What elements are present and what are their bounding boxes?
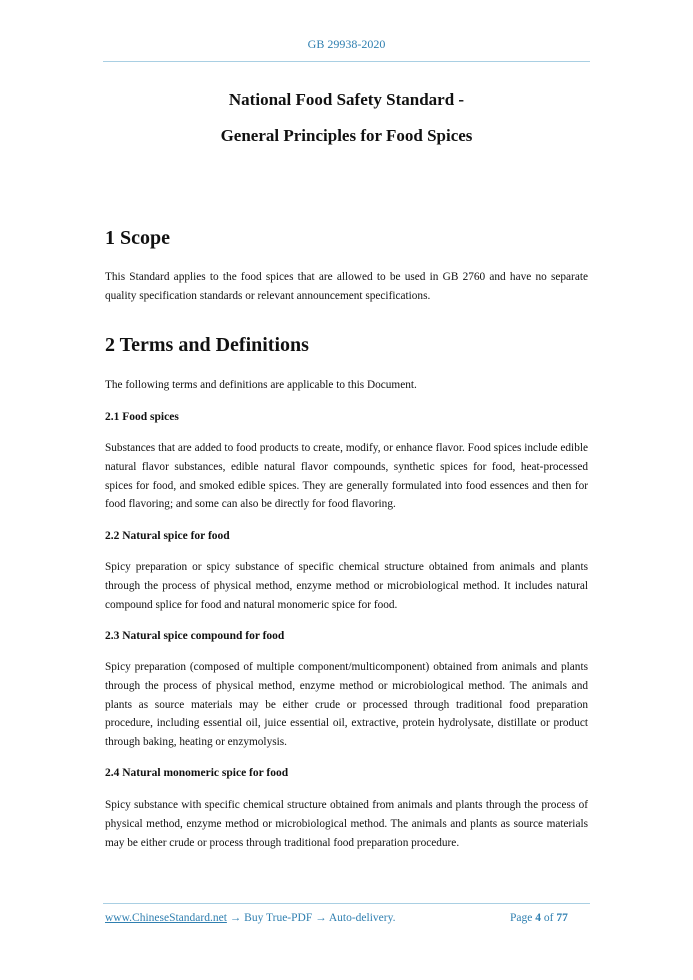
paragraph-2-2: Spicy preparation or spicy substance of specific chemical structure obtained from animals and plants through the process of physical method, enzyme method or microbiological method. It includes natural compound splice for food and natural monomeric spice for food. — [105, 561, 588, 611]
page-number: 4 — [535, 912, 541, 924]
heading-terms: 2 Terms and Definitions — [105, 334, 309, 356]
footer-promo-text: → Buy True-PDF → Auto-delivery. — [226, 912, 396, 924]
paragraph-2-3: Spicy preparation (composed of multiple component/multicomponent) obtained from animals and plants through the process of physical method, enzyme method or microbiological method. The animals and plants as source materials may be either crude or processed through traditional food preparation procedure, including essential oil, juice essential oil, extractive, protein hydrolysate, distillate or product through baking, heating or enzymolysis. — [105, 661, 588, 749]
footer-divider — [103, 903, 590, 904]
page-label: Page — [510, 912, 533, 924]
footer-promo — [105, 912, 395, 924]
title-line-1: National Food Safety Standard - — [228, 90, 465, 109]
title-line-2: General Principles for Food Spices — [220, 126, 473, 145]
heading-2-3: 2.3 Natural spice compound for food — [105, 630, 285, 642]
paragraph-2-4: Spicy substance with specific chemical structure obtained from animals and plants through the process of physical method, enzyme method or microbiological method. The animals and plants as source materials may be either crude or process through traditional food preparation procedure. — [105, 799, 588, 849]
header-divider — [103, 61, 590, 62]
scope-paragraph: This Standard applies to the food spices that are allowed to be used in GB 2760 and have no separate quality specification standards or relevant announcement specifications. — [105, 271, 588, 302]
page-indicator — [510, 912, 568, 924]
heading-2-1: 2.1 Food spices — [105, 411, 179, 423]
website-link[interactable]: www.ChineseStandard.net — [105, 912, 227, 924]
of-label: of — [543, 912, 554, 924]
terms-intro: The following terms and definitions are applicable to this Document. — [105, 379, 417, 391]
heading-2-4: 2.4 Natural monomeric spice for food — [105, 767, 289, 779]
heading-scope: 1 Scope — [105, 227, 170, 249]
heading-2-2: 2.2 Natural spice for food — [105, 530, 230, 542]
total-pages: 77 — [556, 912, 568, 924]
paragraph-2-1: Substances that are added to food products to create, modify, or enhance flavor. Food spices include edible natural flavor substances, edible natural flavor compounds, synthetic spices for food, heat-processed spices for food, and smoked edible spices. They are generally formulated into food essences and then for food flavoring; and some can also be directly for food flavoring. — [105, 442, 588, 511]
document-code: GB 29938-2020 — [307, 37, 386, 51]
